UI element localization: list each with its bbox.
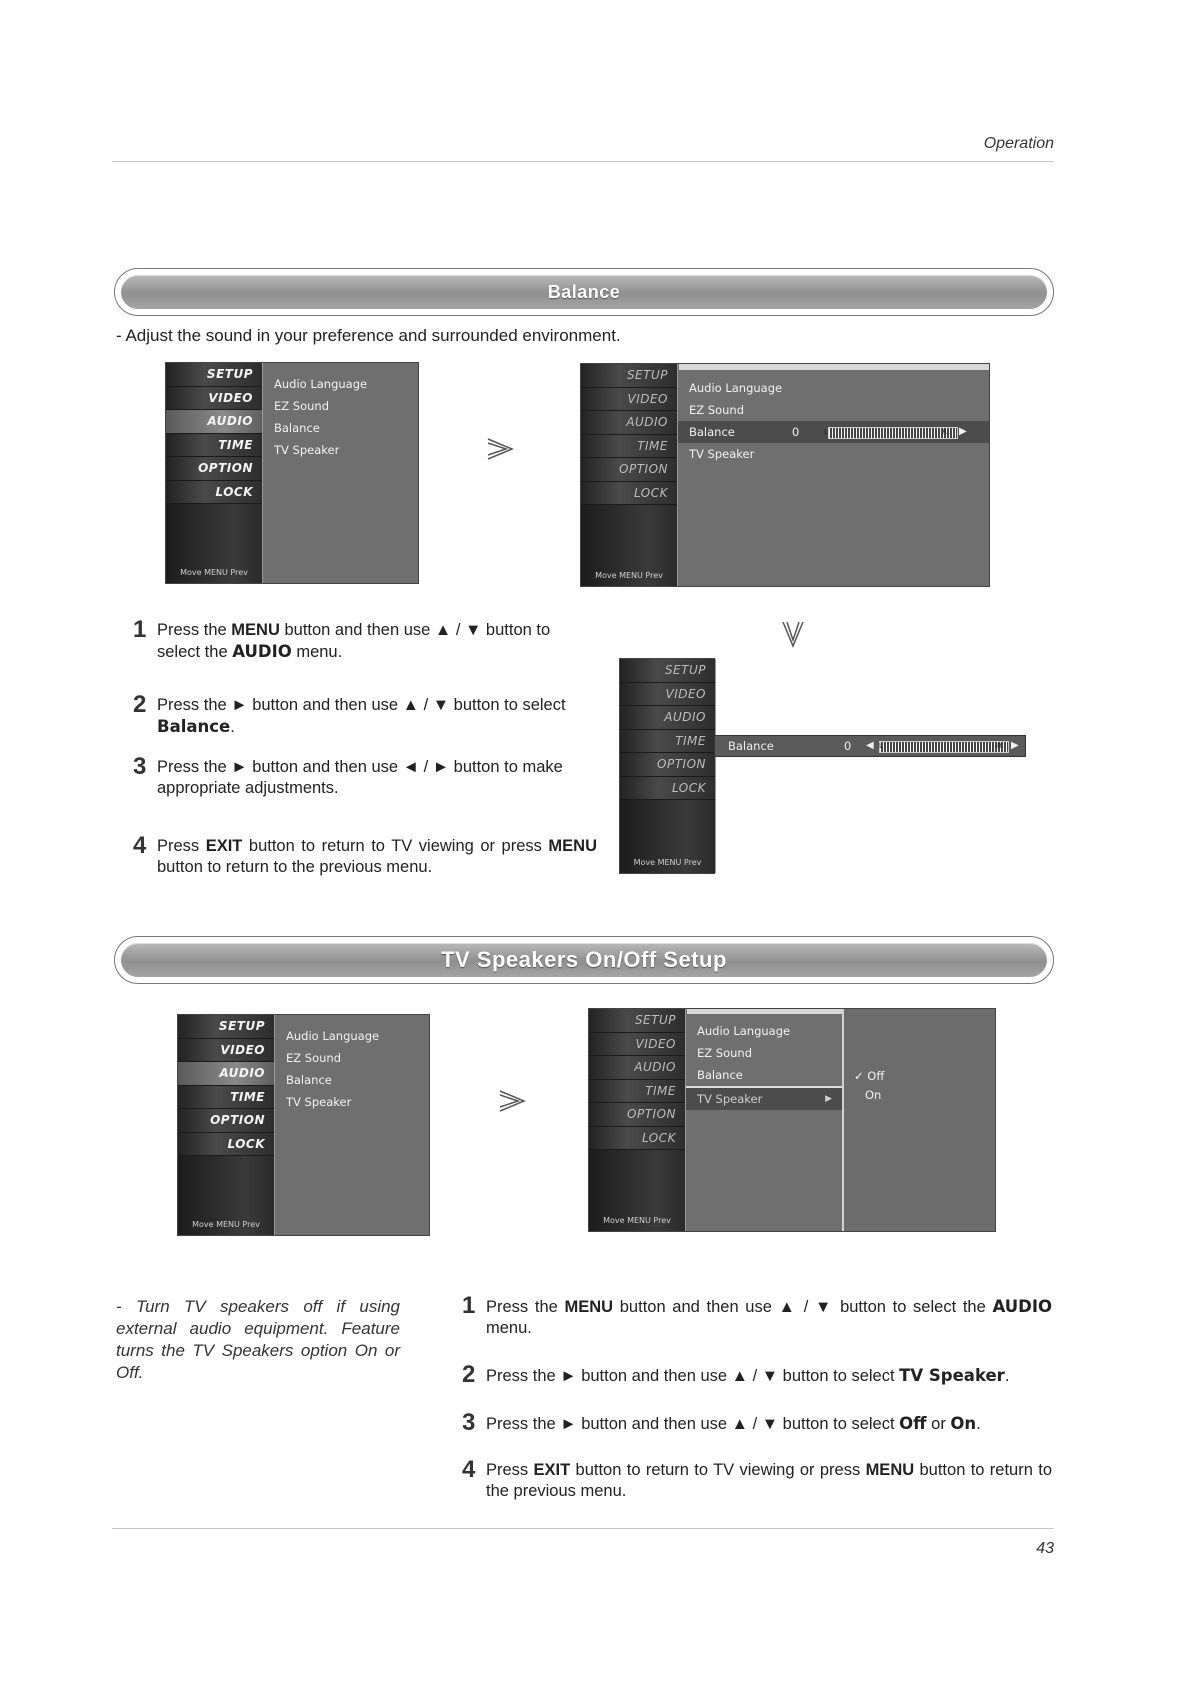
key-menu: MENU <box>865 1461 915 1479</box>
tab-video: VIDEO <box>581 388 677 412</box>
step-text: Press the ► button and then use ▲ / ▼ button to select <box>157 696 566 714</box>
tv-menu-screenshot-1 <box>165 362 419 584</box>
key-menu: MENU <box>564 1298 614 1316</box>
menu-item-ez-sound: EZ Sound <box>274 399 330 413</box>
tv-menu-tabs <box>620 659 716 873</box>
step-text: . <box>976 1415 981 1433</box>
tv-menu-items <box>678 364 989 586</box>
balance-slider-right-label: R <box>942 428 947 436</box>
page-number: 43 <box>1036 1540 1054 1557</box>
tv-speakers-step-2 <box>462 1361 1052 1388</box>
key-exit: EXIT <box>205 837 243 855</box>
down-step-arrow-icon <box>781 620 805 648</box>
menu-item-audio-language: Audio Language <box>697 1024 791 1038</box>
tv-menu-footer: Move MENU Prev <box>192 1220 260 1229</box>
tab-option: OPTION <box>581 458 677 482</box>
step-text: Press the <box>157 621 232 639</box>
tab-lock: LOCK <box>581 482 677 506</box>
balance-step-3 <box>133 753 597 799</box>
step-number: 2 <box>462 1361 476 1388</box>
tab-lock: LOCK <box>589 1127 685 1151</box>
tab-setup: SETUP <box>589 1009 685 1033</box>
balance-slider-left-label: L <box>879 742 883 750</box>
balance-step-4 <box>133 832 597 878</box>
step-number: 2 <box>133 691 147 718</box>
footer-rule <box>112 1528 1054 1529</box>
step-text: or <box>926 1415 951 1433</box>
tab-audio: AUDIO <box>178 1062 274 1086</box>
menu-item-tv-speaker <box>686 1088 842 1110</box>
balance-slider <box>879 741 1009 753</box>
tv-menu-items <box>686 1009 842 1231</box>
key-on: On <box>950 1414 977 1433</box>
step-text: Press the ► button and then use ▲ / ▼ button to select <box>486 1415 900 1433</box>
tab-lock: LOCK <box>166 481 262 505</box>
menu-item-audio-language: Audio Language <box>274 377 368 391</box>
balance-slider-left-label: L <box>824 428 828 436</box>
tv-menu-items <box>275 1015 429 1235</box>
tab-lock: LOCK <box>620 777 715 801</box>
tv-menu-tabs <box>166 363 263 583</box>
tab-lock: LOCK <box>178 1133 274 1157</box>
next-step-arrow-icon <box>498 1089 526 1113</box>
header-rule <box>112 161 1054 162</box>
balance-value: 0 <box>844 739 852 753</box>
step-text: button to return to the previous menu. <box>486 1461 1052 1500</box>
step-number: 3 <box>462 1409 476 1436</box>
tv-menu-tabs <box>178 1015 275 1235</box>
step-number: 1 <box>462 1292 476 1319</box>
tab-time: TIME <box>178 1086 274 1110</box>
tab-time: TIME <box>166 434 262 458</box>
step-number: 3 <box>133 753 147 780</box>
step-text: menu. <box>291 643 343 661</box>
tv-speaker-label: TV Speaker <box>697 1092 763 1106</box>
menu-item-ez-sound: EZ Sound <box>689 403 745 417</box>
menu-item-balance <box>678 421 989 443</box>
tv-menu-screenshot-2 <box>580 363 990 587</box>
key-tv-speaker: TV Speaker <box>899 1366 1005 1385</box>
menu-item-ez-sound: EZ Sound <box>286 1051 342 1065</box>
tv-speakers-step-1 <box>462 1292 1052 1339</box>
menu-item-tv-speaker: TV Speaker <box>274 443 340 457</box>
menu-item-audio-language: Audio Language <box>689 381 783 395</box>
tv-menu-items <box>263 363 418 583</box>
step-text: button to return to TV viewing or press <box>570 1461 866 1479</box>
tab-time: TIME <box>620 730 715 754</box>
tv-speakers-banner <box>114 936 1054 984</box>
tab-option: OPTION <box>589 1103 685 1127</box>
tab-option: OPTION <box>620 753 715 777</box>
tv-menu-screenshot-4 <box>177 1014 430 1236</box>
tv-menu-footer: Move MENU Prev <box>603 1216 671 1225</box>
step-text: Press <box>486 1461 534 1479</box>
key-menu: MENU <box>231 621 280 639</box>
balance-step-2 <box>133 691 597 738</box>
tv-menu-footer: Move MENU Prev <box>180 568 248 577</box>
menu-item-tv-speaker: TV Speaker <box>689 447 755 461</box>
slider-left-arrow-icon: ◀ <box>866 740 874 751</box>
menu-item-balance: Balance <box>686 1064 842 1088</box>
balance-value: 0 <box>792 425 800 439</box>
tv-menu-screenshot-3 <box>619 658 715 874</box>
menu-item-balance: Balance <box>286 1073 332 1087</box>
tab-audio: AUDIO <box>581 411 677 435</box>
tab-option: OPTION <box>166 457 262 481</box>
step-text: Press the <box>486 1298 565 1316</box>
menu-item-audio-language: Audio Language <box>286 1029 380 1043</box>
step-text: Press the ► button and then use ▲ / ▼ button to select <box>486 1367 900 1385</box>
balance-intro: - Adjust the sound in your preference and surrounded environment. <box>116 326 621 345</box>
tab-setup: SETUP <box>166 363 262 387</box>
menu-item-balance: Balance <box>274 421 320 435</box>
tab-video: VIDEO <box>620 683 715 707</box>
step-number: 1 <box>133 616 147 643</box>
slider-right-arrow-icon: ▶ <box>959 426 967 437</box>
tab-time: TIME <box>589 1080 685 1104</box>
tv-menu-tabs <box>589 1009 686 1231</box>
step-number: 4 <box>462 1456 476 1483</box>
step-text: . <box>230 718 235 736</box>
step-text: menu. <box>486 1319 532 1337</box>
step-text: Press the ► button and then use ◄ / ► button to make appropriate adjustments. <box>157 758 563 797</box>
key-off: Off <box>899 1414 927 1433</box>
tv-menu-screenshot-5 <box>588 1008 996 1232</box>
step-text: button to return to TV viewing or press <box>242 837 549 855</box>
tab-setup: SETUP <box>178 1015 274 1039</box>
key-balance: Balance <box>157 717 231 736</box>
step-text: . <box>1004 1367 1010 1385</box>
tv-speakers-note: - Turn TV speakers off if using external audio equipment. Feature turns the TV Speakers option On or Off. <box>116 1297 400 1382</box>
balance-label: Balance <box>728 739 774 753</box>
option-on: On <box>865 1088 882 1102</box>
tab-time: TIME <box>581 435 677 459</box>
tab-option: OPTION <box>178 1109 274 1133</box>
tv-menu-footer: Move MENU Prev <box>633 858 702 867</box>
balance-label: Balance <box>689 425 735 439</box>
menu-item-ez-sound: EZ Sound <box>697 1046 753 1060</box>
next-step-arrow-icon <box>486 437 514 461</box>
tab-video: VIDEO <box>178 1039 274 1063</box>
submenu-arrow-icon: ▶ <box>825 1094 832 1104</box>
balance-banner-title: Balance <box>121 275 1047 309</box>
section-title: Operation <box>983 135 1054 152</box>
key-audio: AUDIO <box>992 1297 1052 1316</box>
step-text: button to return to the previous menu. <box>157 858 433 876</box>
balance-step-1 <box>133 616 597 663</box>
key-menu: MENU <box>548 837 597 855</box>
option-off: ✓ Off <box>854 1069 885 1083</box>
tv-speaker-submenu <box>842 1009 995 1231</box>
tab-audio: AUDIO <box>166 410 262 434</box>
menu-item-tv-speaker: TV Speaker <box>286 1095 352 1109</box>
tab-setup: SETUP <box>620 659 715 683</box>
tab-audio: AUDIO <box>589 1056 685 1080</box>
tab-setup: SETUP <box>581 364 677 388</box>
key-audio: AUDIO <box>232 642 292 661</box>
tv-speakers-step-3 <box>462 1409 1052 1436</box>
slider-right-arrow-icon: ▶ <box>1011 740 1019 751</box>
key-exit: EXIT <box>533 1461 571 1479</box>
balance-banner <box>114 268 1054 316</box>
balance-slider-right-label: R <box>997 742 1002 750</box>
balance-slider <box>828 427 958 439</box>
tv-menu-tabs <box>581 364 678 586</box>
tv-speakers-banner-title: TV Speakers On/Off Setup <box>121 943 1047 977</box>
tab-video: VIDEO <box>166 387 262 411</box>
tab-audio: AUDIO <box>620 706 715 730</box>
step-text: button and then use ▲ / ▼ button to select the <box>613 1298 993 1316</box>
step-text: Press <box>157 837 206 855</box>
tv-speakers-step-4 <box>462 1456 1052 1502</box>
step-text: button and then use ▲ / ▼ button to select the <box>157 621 551 661</box>
tv-menu-footer: Move MENU Prev <box>595 571 663 580</box>
tab-video: VIDEO <box>589 1033 685 1057</box>
balance-adjust-bar <box>714 735 1026 757</box>
step-number: 4 <box>133 832 147 859</box>
